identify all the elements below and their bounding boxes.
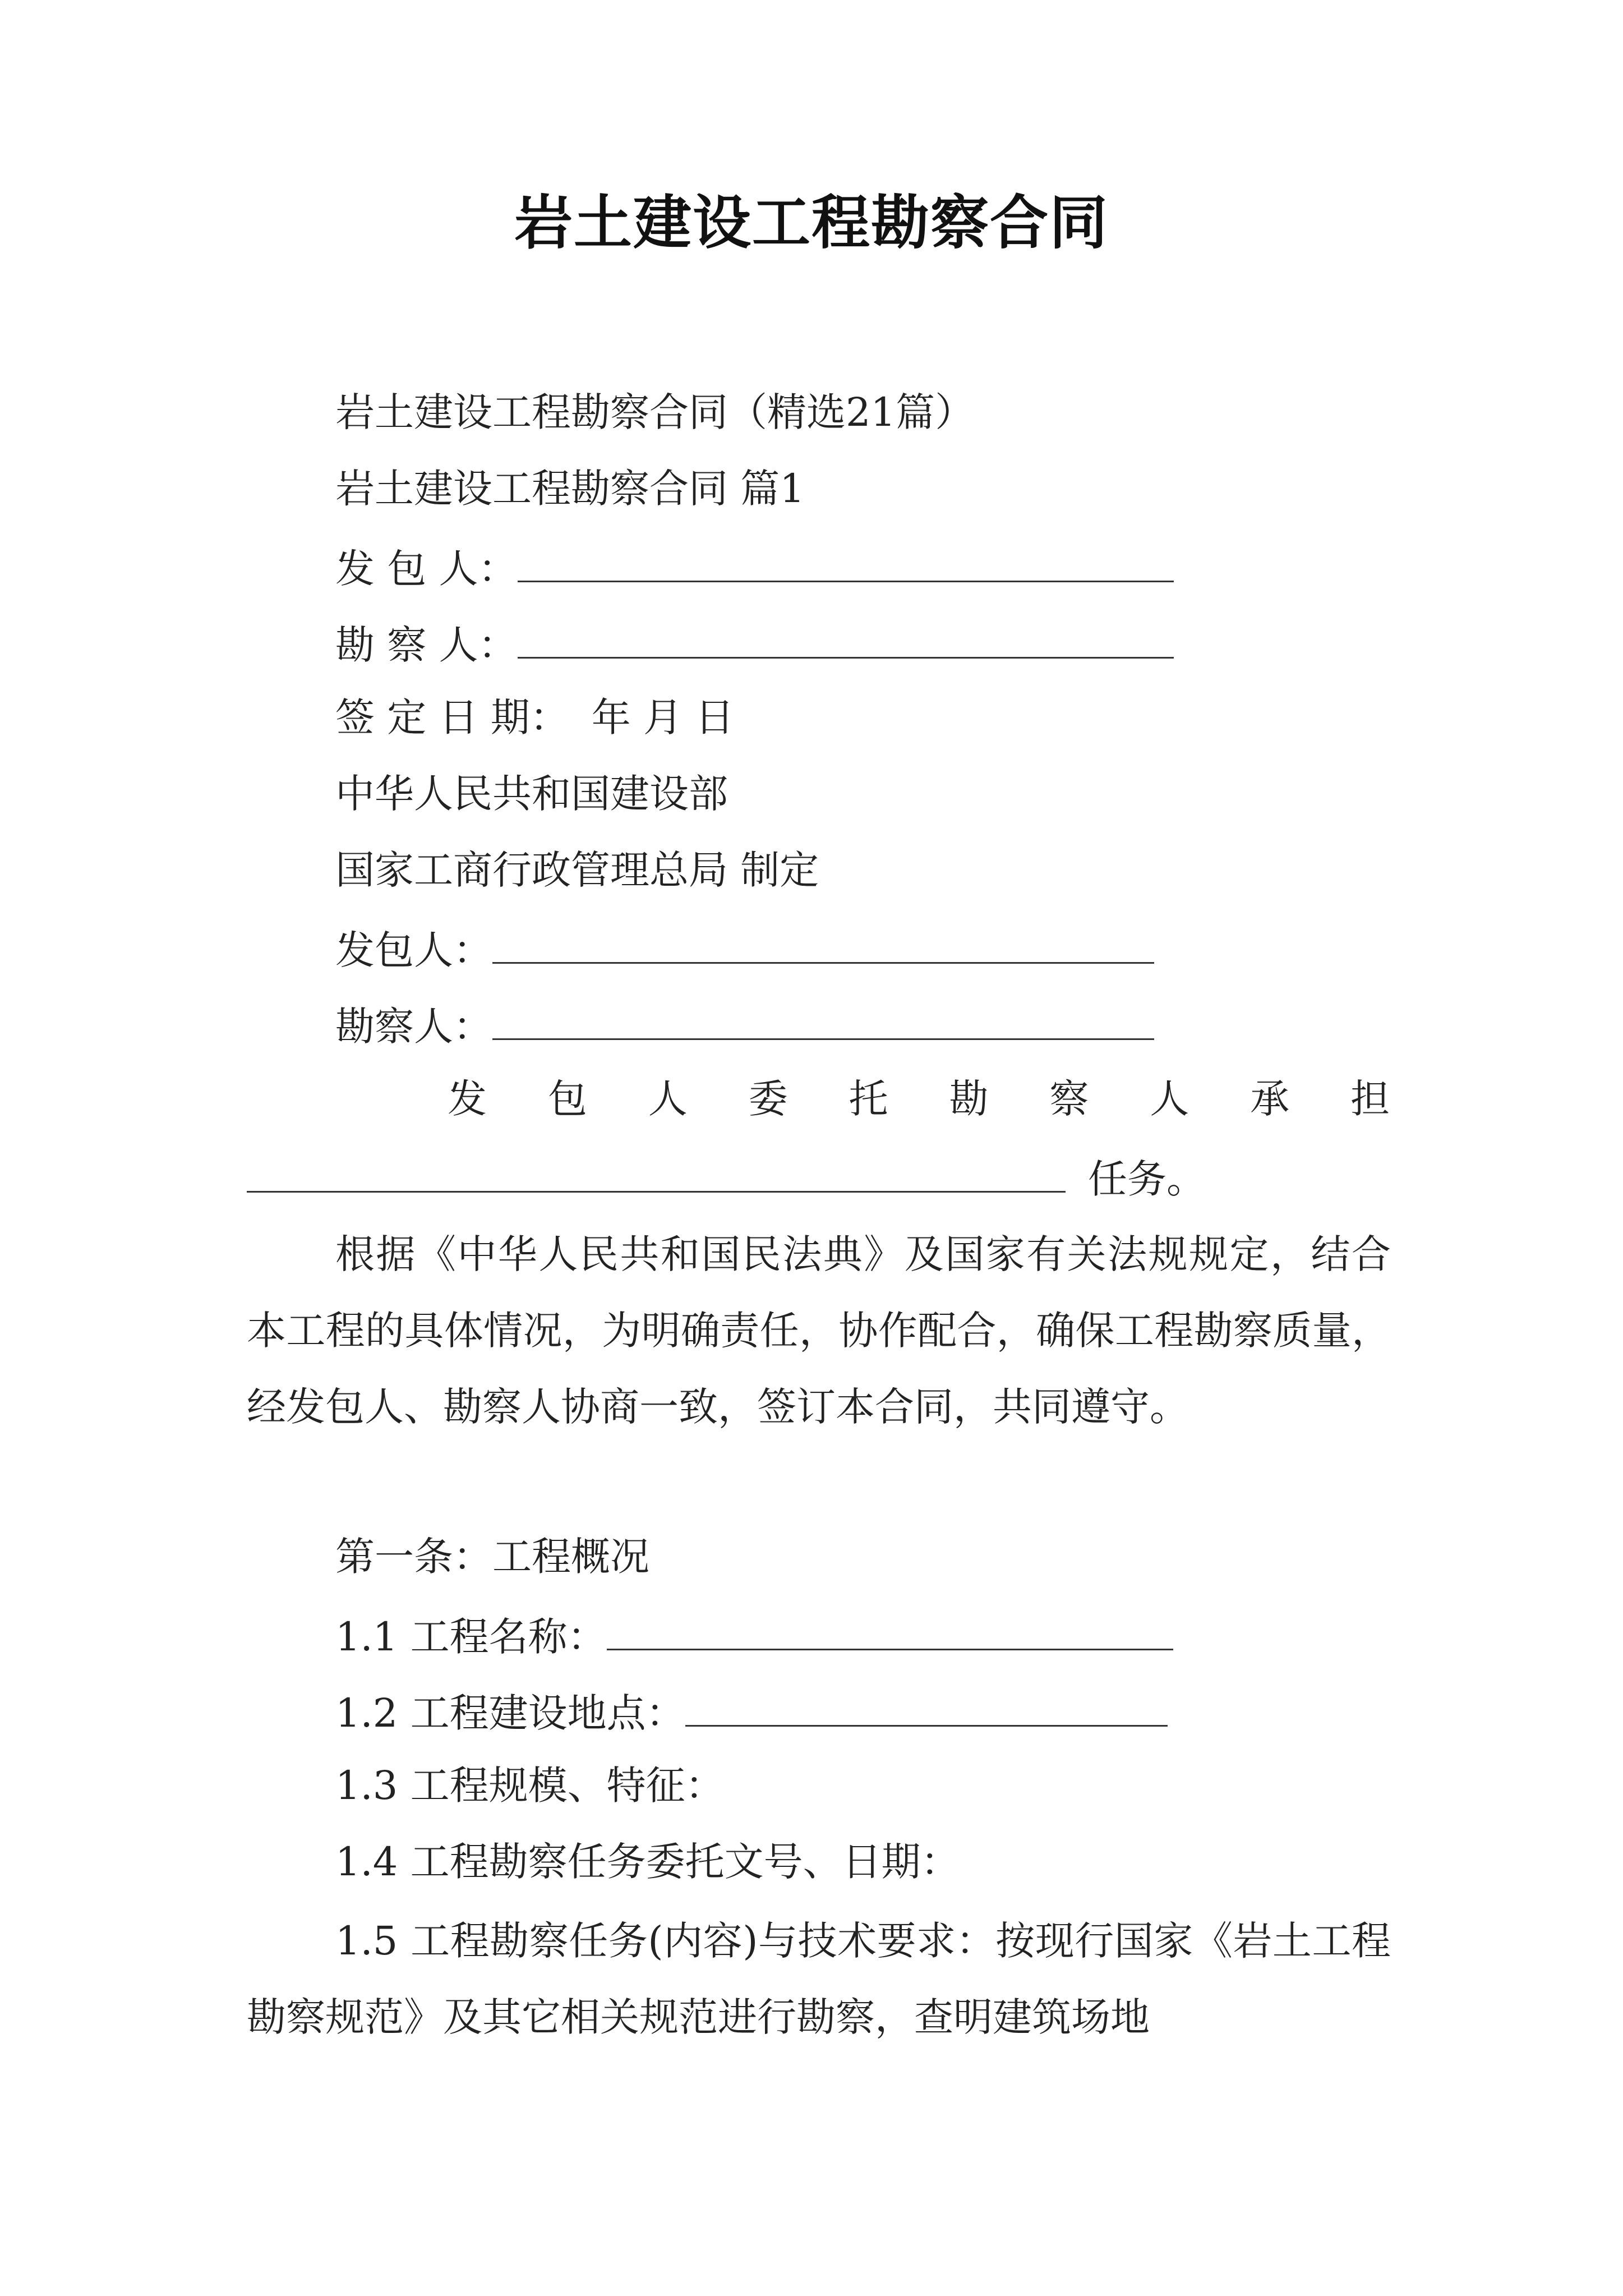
cover-surveyor-row — [335, 622, 1174, 668]
article-1-item-3: 1.3 工程规模、特征： — [335, 1763, 725, 1809]
entrust-line: 发 包 人 委 托 勘 察 人 承 担 — [448, 1076, 1390, 1122]
party-employer-label: 发包人： — [335, 927, 492, 973]
cover-employer-label: 发 包 人： — [335, 546, 518, 592]
intro-paragraph: 根据《中华人民共和国民法典》及国家有关法规规定，结合本工程的具体情况，为明确责任，协作配合，确保工程勘察质量，经发包人、勘察人协商一致，签订本合同，共同遵守。 — [247, 1231, 1391, 1430]
cover-sign-date-row — [335, 694, 735, 740]
article-1-item-2-row — [335, 1690, 1168, 1736]
article-1-item-1-row — [335, 1613, 1173, 1660]
cover-surveyor-label: 勘 察 人： — [335, 622, 518, 668]
party-surveyor-blank — [492, 1003, 1154, 1040]
cover-issuer-2: 国家工商行政管理总局 制定 — [335, 847, 819, 893]
article-1-item-2: 1.2 工程建设地点： — [335, 1690, 685, 1736]
document-title: 岩土建设工程勘察合同 — [514, 188, 1109, 257]
cover-employer-blank — [518, 545, 1174, 582]
cover-issuer-1: 中华人民共和国建设部 — [335, 771, 728, 817]
cover-employer-row — [335, 545, 1174, 592]
entrust-task-blank — [247, 1156, 1066, 1193]
party-employer-blank — [492, 927, 1154, 964]
party-surveyor-row — [335, 1003, 1154, 1050]
cover-sign-date-label: 签 定 日 期： — [335, 694, 569, 740]
cover-surveyor-blank — [518, 622, 1174, 659]
article-1-item-5: 1.5 工程勘察任务(内容)与技术要求：按现行国家《岩土工程勘察规范》及其它相关规范进行勘察，查明建筑场地 — [247, 1918, 1391, 2040]
party-employer-row — [335, 927, 1154, 973]
article-1-item-4: 1.4 工程勘察任务委托文号、日期： — [335, 1839, 960, 1885]
party-surveyor-label: 勘察人： — [335, 1004, 492, 1050]
cover-sign-date-value: 年 月 日 — [591, 694, 735, 740]
entrust-suffix: 任务。 — [1088, 1156, 1206, 1202]
article-1-item-1-blank — [607, 1613, 1173, 1650]
article-1-item-2-blank — [685, 1690, 1168, 1727]
entrust-task-row — [247, 1156, 1206, 1202]
article-1-item-1: 1.1 工程名称： — [335, 1614, 607, 1660]
section-heading: 岩土建设工程勘察合同 篇1 — [335, 466, 805, 512]
article-1-heading: 第一条：工程概况 — [335, 1534, 649, 1580]
document-subtitle: 岩土建设工程勘察合同（精选21篇） — [335, 389, 975, 435]
